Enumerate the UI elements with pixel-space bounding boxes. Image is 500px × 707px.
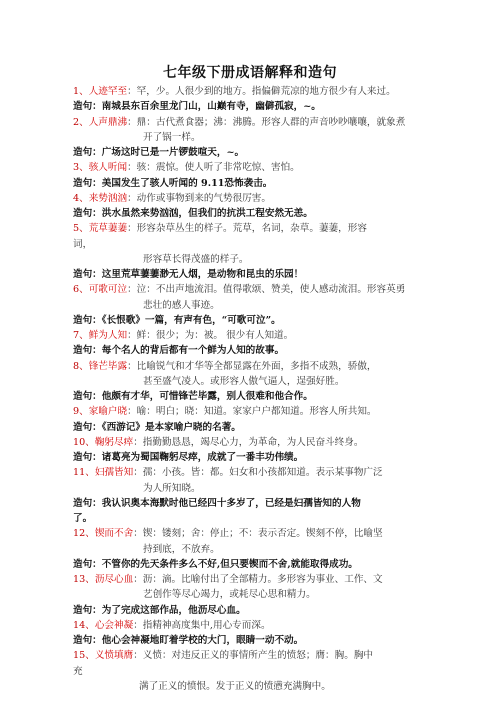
idiom-term: 人迹罕至 [88, 86, 128, 97]
entry-number: 7、 [73, 330, 89, 341]
example-sentence [73, 206, 433, 221]
idiom-term: 骇人听闻 [88, 162, 128, 174]
sentence-text: 《西游记》是本家喻户晓的名著。 [101, 421, 241, 433]
sentence-label: 造句： [73, 177, 102, 189]
idiom-definition: ：锲：镂刻；舍：停止；不：表示否定。锲刻不停，比喻坚 [133, 528, 383, 540]
sentence-label: 造句： [73, 101, 102, 113]
idiom-definition: ：喻：明白；晓：知道。家家户户都知道。形容人所共知。 [127, 406, 377, 418]
example-sentence [73, 557, 433, 572]
idiom-entry [73, 648, 433, 694]
sentence-text: 广场这时已是一片锣鼓喧天，~。 [101, 147, 245, 158]
sentence-text: 《长恨歌》一篇，有声有色，“可歌可泣”。 [101, 314, 281, 326]
example-sentence [73, 389, 433, 404]
idiom-entry [73, 465, 433, 526]
definition-continuation: 为人所知晓。 [143, 482, 201, 494]
idiom-definition: ：形容杂草丛生的样子。荒草，名词，杂草。萋萋，形容 [127, 223, 367, 235]
idiom-entry [73, 282, 433, 328]
example-sentence [73, 633, 433, 648]
sentence-label: 造句： [73, 208, 102, 219]
idiom-list [73, 84, 433, 694]
example-sentence [73, 603, 433, 618]
sentence-continuation: 了。 [73, 513, 93, 524]
definition-continuation: 词， [73, 238, 93, 250]
sentence-label: 造句： [73, 147, 102, 158]
idiom-definition: ：泣：不出声地流泪。值得歌颂、赞美，使人感动流泪。形容英勇 [127, 284, 406, 296]
idiom-term: 心会神凝 [94, 619, 134, 631]
entry-number: 3、 [73, 162, 89, 174]
definition-continuation: 艺创作等尽心竭力，或耗尽心思和精力。 [143, 589, 316, 601]
idiom-entry [73, 115, 433, 161]
idiom-definition: ：骇：震惊。使人听了非常吃惊、害怕。 [127, 162, 300, 174]
definition-continuation: 满了正义的愤恨。发于正义的愤懑充满胸中。 [139, 680, 331, 692]
sentence-text: 我认识奥本海默时他已经四十多岁了，已经是妇孺皆知的人物 [101, 497, 361, 509]
sentence-text: 洪水虽然来势汹汹，但我们的抗洪工程安然无恙。 [101, 208, 313, 219]
example-sentence [73, 267, 433, 282]
entry-number: 2、 [73, 116, 89, 128]
idiom-definition: ：指精神高度集中,用心专而深。 [133, 619, 271, 631]
sentence-label: 造句： [73, 391, 102, 402]
sentence-label: 造句： [73, 558, 102, 570]
definition-continuation: 悲壮的感人事迹。 [143, 299, 220, 311]
idiom-entry [73, 84, 433, 115]
idiom-term: 义愤填膺 [94, 650, 134, 662]
example-sentence [73, 145, 433, 160]
definition-continuation: 甚至盛气凌人。或形容人傲气逼人，逞强好胜。 [143, 375, 345, 387]
entry-number: 14、 [73, 619, 95, 631]
idiom-definition: ：动作或事物到来的气势很厉害。 [127, 192, 271, 204]
entry-number: 6、 [73, 284, 89, 296]
sentence-text: 为了完成这部作品，他沥尽心血。 [101, 604, 246, 616]
example-sentence [73, 496, 433, 511]
idiom-entry [73, 191, 433, 222]
idiom-term: 沥尽心血 [94, 574, 134, 585]
sentence-label: 造句： [73, 345, 102, 357]
idiom-definition: ：孺：小孩。皆：都。妇女和小孩都知道。表示某事物广泛 [133, 467, 383, 479]
sentence-text: 不管你的先天条件多么不好,但只要锲而不舍,就能取得成功。 [101, 558, 358, 570]
idiom-definition: ：罕，少。人很少到的地方。指偏僻荒凉的地方很少有人来过。 [127, 86, 396, 97]
definition-continuation: 形容草长得茂盛的样子。 [143, 253, 249, 265]
sentence-text: 南城县东百余里龙门山，山巅有寺，幽僻孤寂，~。 [101, 101, 321, 113]
sentence-text: 诸葛亮为蜀国鞠躬尽瘁，成就了一番丰功伟绩。 [101, 452, 304, 463]
idiom-entry [73, 328, 433, 359]
idiom-entry [73, 526, 433, 572]
sentence-label: 造句： [73, 635, 102, 646]
entry-number: 12、 [73, 528, 95, 540]
entry-number: 10、 [73, 436, 95, 448]
idiom-entry [73, 160, 433, 191]
idiom-definition: ：沥：滴。比喻付出了全部精力。多形容为事业、工作、文 [133, 574, 383, 585]
sentence-text: 他颇有才华，可惜锋芒毕露，别人很难和他合作。 [101, 391, 313, 402]
idiom-term: 鞠躬尽瘁 [94, 436, 134, 448]
idiom-definition: ：义愤：对违反正义的事情所产生的愤怒；膺：胸。胸中 [133, 650, 374, 662]
entry-number: 8、 [73, 360, 89, 372]
idiom-term: 来势汹汹 [88, 192, 128, 204]
entry-number: 4、 [73, 192, 89, 204]
entry-number: 1、 [73, 86, 89, 97]
idiom-entry [73, 618, 433, 649]
idiom-entry [73, 572, 433, 618]
idiom-entry [73, 359, 433, 405]
sentence-label: 造句： [73, 269, 102, 280]
sentence-text: 美国发生了骇人听闻的 9.11恐怖袭击。 [101, 177, 273, 189]
idiom-term: 妇孺皆知 [94, 467, 134, 479]
example-sentence [73, 420, 433, 435]
idiom-definition: ：鼎：古代煮食器；沸：沸腾。形容人群的声音吵吵嚷嚷，就象煮 [127, 116, 406, 128]
entry-number: 13、 [73, 574, 95, 585]
idiom-term: 锲而不舍 [94, 528, 134, 540]
sentence-text: 他心会神凝地盯着学校的大门，眼睛一动不动。 [101, 635, 304, 646]
idiom-term: 鲜为人知 [88, 330, 128, 341]
idiom-definition: ：鲜：很少；为：被。 很少有人知道。 [127, 330, 294, 341]
idiom-term: 人声鼎沸 [88, 116, 128, 128]
example-sentence [73, 450, 433, 465]
idiom-term: 家喻户晓 [88, 406, 128, 418]
idiom-term: 锋芒毕露 [88, 360, 128, 372]
sentence-label: 造句： [73, 604, 102, 616]
sentence-text: 这里荒草萋萋渺无人烟，是动物和昆虫的乐园！ [101, 269, 304, 280]
idiom-term: 可歌可泣 [88, 284, 128, 296]
definition-continuation: 持到底，不放弃。 [143, 543, 220, 555]
idiom-term: 荒草萋萋 [88, 223, 128, 235]
sentence-label: 造句： [73, 452, 102, 463]
entry-number: 9、 [73, 406, 89, 418]
idiom-definition: ：指勤勤恳恳，竭尽心力，为革命，为人民奋斗终身。 [133, 436, 364, 448]
sentence-label: 造句： [73, 421, 102, 433]
definition-continuation: 开了锅一样。 [143, 131, 201, 143]
entry-number: 5、 [73, 223, 89, 235]
idiom-entry [73, 435, 433, 466]
entry-number: 11、 [73, 467, 95, 479]
idiom-definition: ：比喻锐气和才华等全都显露在外面，多指不成熟，骄傲， [127, 360, 377, 372]
definition-continuation: 充 [73, 665, 83, 677]
example-sentence [73, 343, 433, 358]
idiom-entry [73, 221, 433, 282]
example-sentence [73, 313, 433, 328]
idiom-entry [73, 404, 433, 435]
sentence-label: 造句： [73, 497, 102, 509]
example-sentence [73, 176, 433, 191]
sentence-label: 造句： [73, 314, 102, 326]
sentence-text: 每个名人的背后都有一个鲜为人知的故事。 [101, 345, 285, 357]
entry-number: 15、 [73, 650, 95, 662]
example-sentence [73, 99, 433, 114]
page-title: 七年级下册成语解释和造句 [163, 65, 337, 81]
